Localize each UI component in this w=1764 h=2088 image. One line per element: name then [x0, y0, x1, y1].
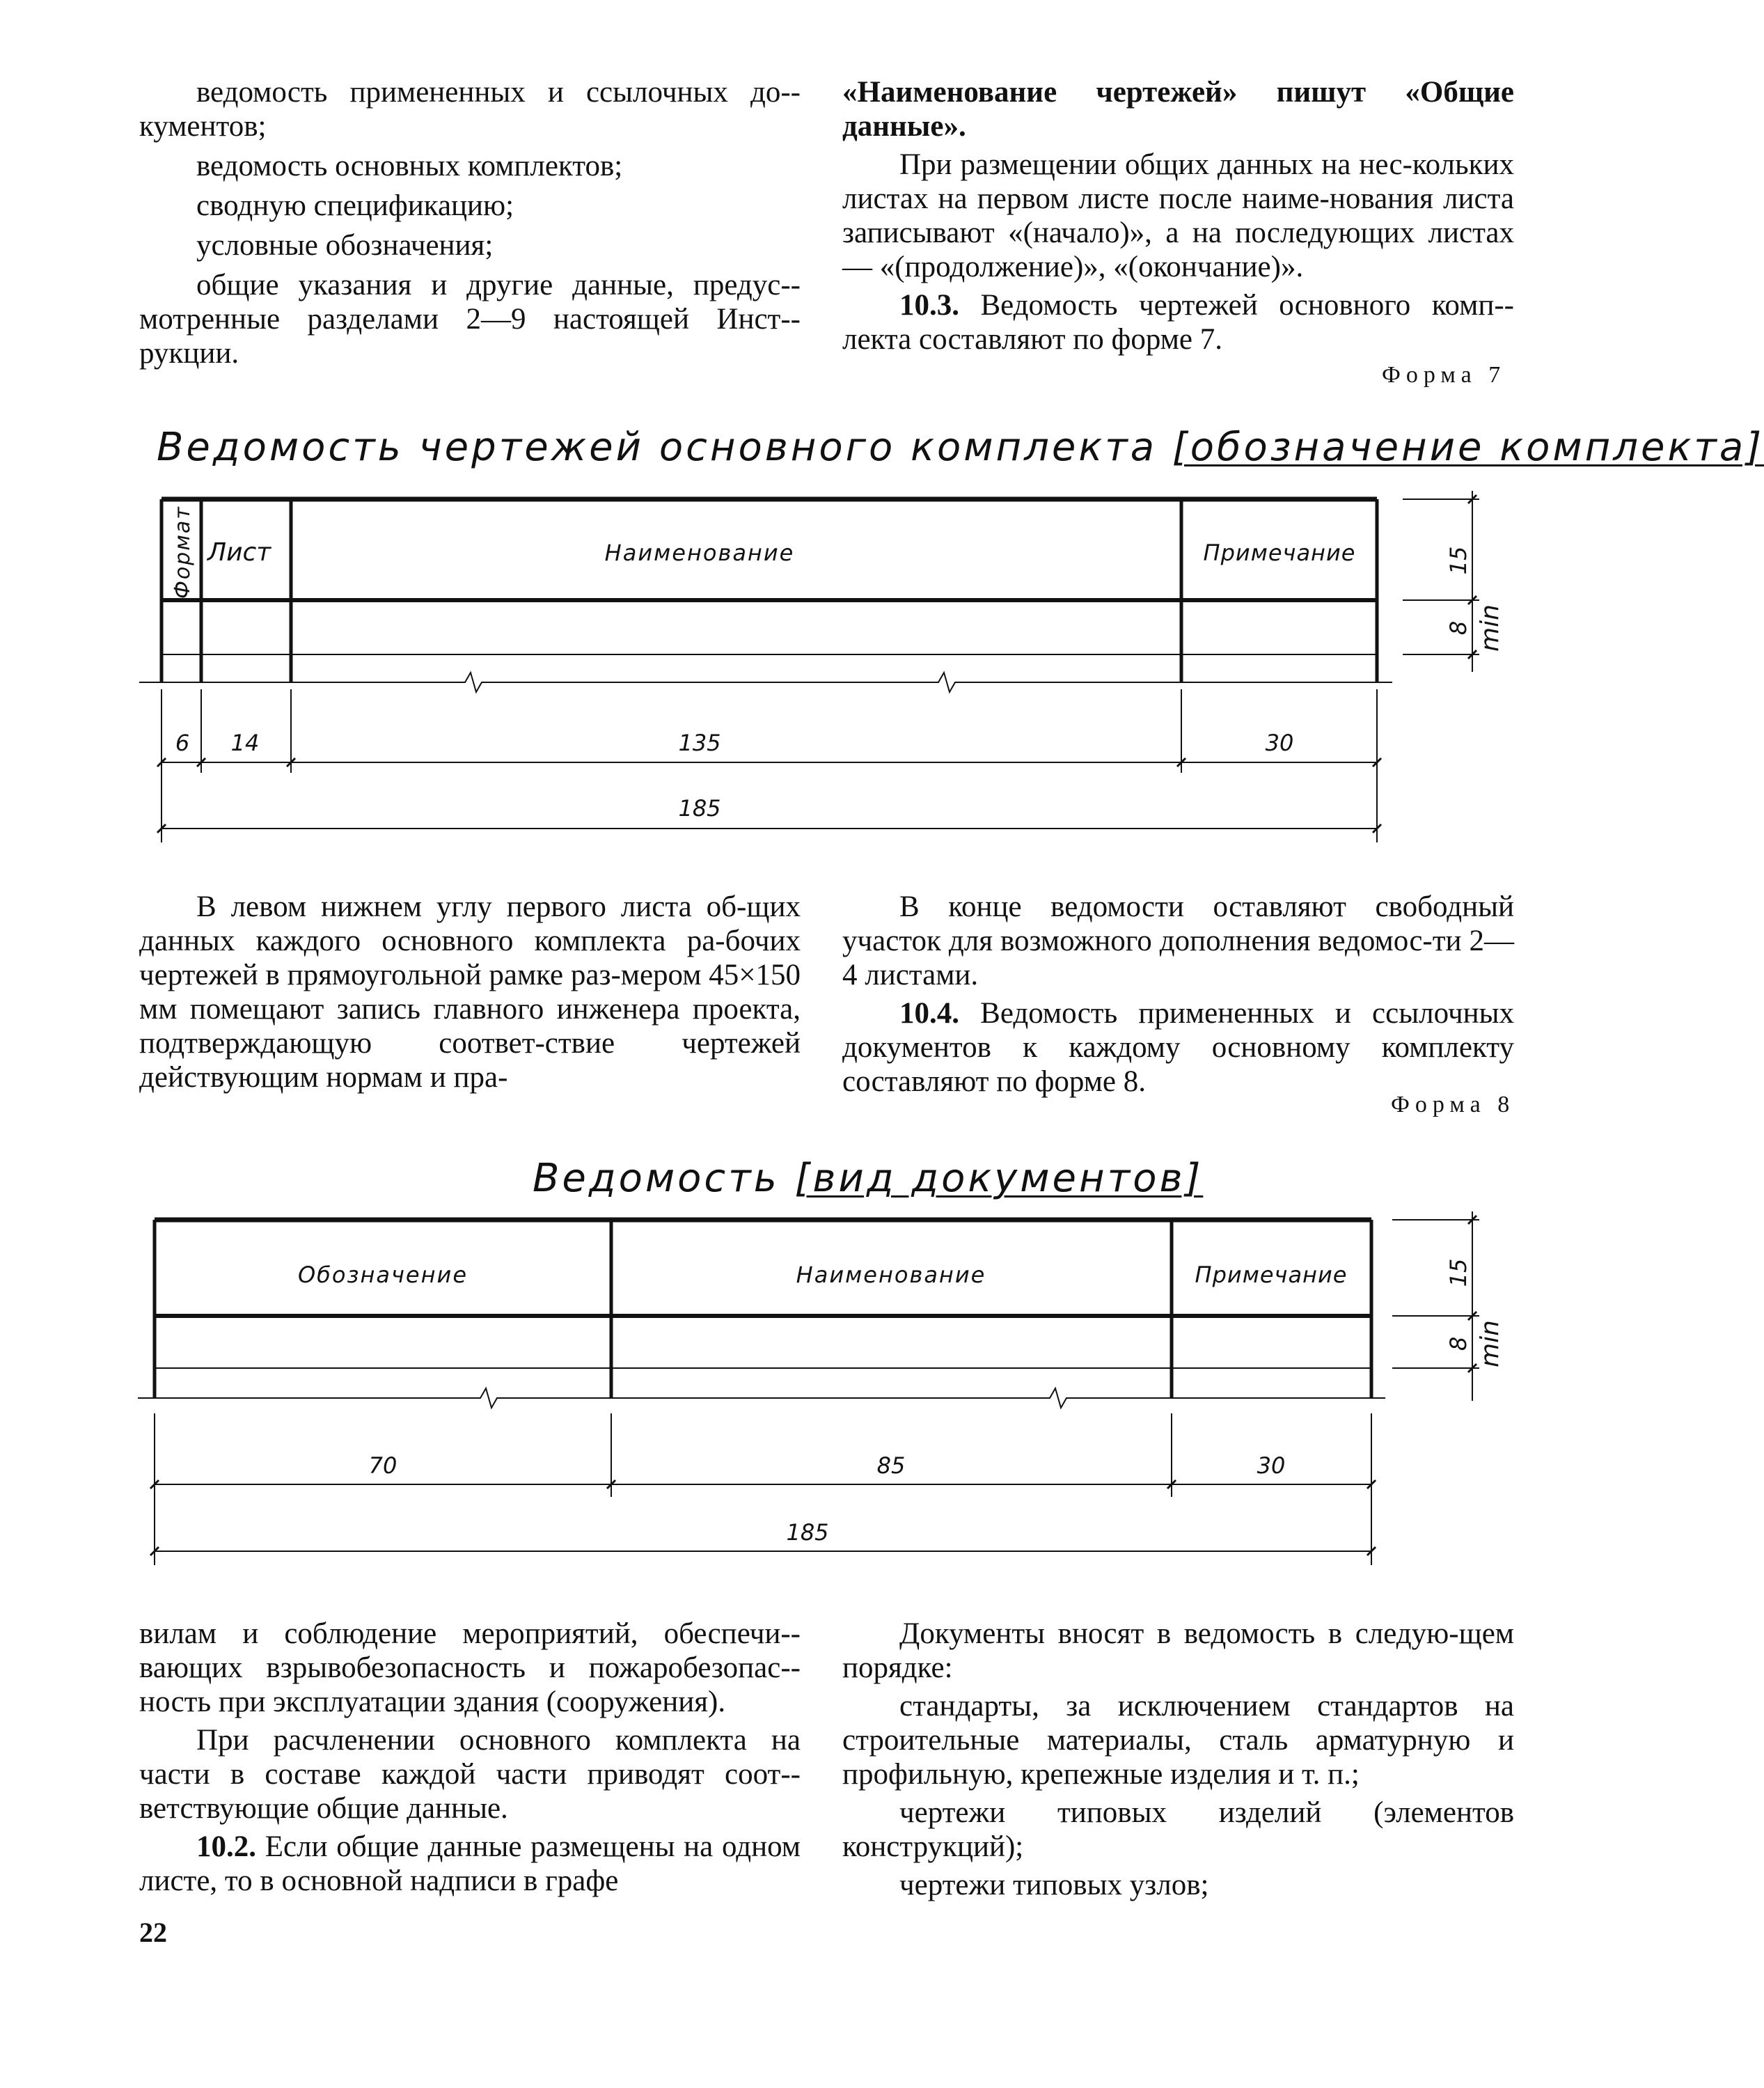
paragraph: 10.3. Ведомость чертежей основного комп-лекта составляют по форме 7.	[842, 289, 1514, 356]
dim-height-row: 8	[1445, 620, 1472, 636]
list-item: условные обозначения;	[196, 229, 494, 262]
dim-height-header: 15	[1445, 546, 1472, 575]
dim-height-row: 8	[1445, 1336, 1472, 1351]
paragraph: При размещении общих данных на нес-кольких листах на первом листе после наиме-нования листа записывают «(начало)», а на последующих листах — «(продолжение)», «(окончание)».	[842, 148, 1514, 283]
form7-title-bracket: [обозначение комплекта]	[1172, 425, 1764, 470]
bottom-left-column	[139, 1617, 801, 1902]
header-name: Наименование	[796, 1262, 986, 1288]
dim-note: 30	[1257, 1452, 1286, 1479]
dim-name: 85	[876, 1452, 906, 1479]
paragraph: 10.2. Если общие данные размещены на одном листе, то в основной надписи в графе	[139, 1830, 801, 1897]
page-number: 22	[139, 1917, 167, 1948]
header-designation: Обозначение	[297, 1262, 468, 1288]
dim-total: 185	[678, 795, 721, 822]
dim-height-header: 15	[1445, 1258, 1472, 1287]
list-item: ведомость примененных и ссылочных до-кументов;	[139, 76, 801, 143]
dim-designation: 70	[368, 1452, 397, 1479]
header-sheet: Лист	[207, 538, 271, 567]
paragraph: вилам и соблюдение мероприятий, обеспечи-вающих взрывобезопасность и пожаробезопас-ность при эксплуатации здания (сооружения).	[139, 1617, 801, 1718]
clause-number: 10.4.	[899, 997, 959, 1030]
form8-title: Ведомость [вид документов]	[533, 1156, 1204, 1201]
form8-label: Форма 8	[1391, 1092, 1515, 1117]
list-item: общие указания и другие данные, предус-мотренные разделами 2—9 настоящей Инст-рукции.	[139, 269, 801, 370]
header-note: Примечание	[1203, 540, 1356, 566]
paragraph: В левом нижнем углу первого листа об-щих данных каждого основного комплекта ра-бочих чертежей в прямоугольной рамке раз-мером 45×150 мм помещают запись главного инженера проекта, подтверждающую соответ-ствие чертежей действующим нормам и пра-	[139, 890, 801, 1094]
list-item: сводную спецификацию;	[196, 189, 514, 222]
header-name: Наименование	[604, 540, 795, 566]
paragraph: чертежи типовых узлов;	[899, 1869, 1209, 1901]
clause-number: 10.2.	[196, 1830, 256, 1863]
bottom-right-column	[842, 1617, 1514, 1906]
header-note: Примечание	[1195, 1262, 1348, 1288]
dim-total: 185	[786, 1519, 829, 1546]
paragraph: Документы вносят в ведомость в следую-щем порядке:	[842, 1617, 1514, 1684]
dim-min: min	[1476, 1320, 1504, 1367]
dim-min: min	[1476, 604, 1504, 652]
header-format: Формат	[171, 505, 195, 599]
form7-title: Ведомость чертежей основного комплекта [обозначение комплекта]	[157, 425, 1764, 470]
paragraph: При расчленении основного комплекта на части в составе каждой части приводят соот-ветствующие общие данные.	[139, 1724, 801, 1825]
dim-name: 135	[678, 730, 721, 756]
dim-format: 6	[175, 730, 190, 756]
paragraph: стандарты, за исключением стандартов на строительные материалы, сталь арматурную и профильную, крепежные изделия и т. п.;	[842, 1690, 1514, 1791]
paragraph: «Наименование чертежей» пишут «Общие данные».	[842, 76, 1514, 143]
paragraph: 10.4. Ведомость примененных и ссылочных документов к каждому основному комплекту составляют по форме 8.	[842, 997, 1514, 1098]
dim-sheet: 14	[230, 730, 260, 756]
form7-label: Форма 7	[1382, 362, 1506, 388]
paragraph: чертежи типовых изделий (элементов конструкций);	[842, 1796, 1514, 1863]
clause-number: 10.3.	[899, 289, 959, 322]
form8-title-bracket: [вид документов]	[794, 1156, 1204, 1201]
list-item: ведомость основных комплектов;	[196, 150, 623, 182]
dim-note: 30	[1265, 730, 1294, 756]
paragraph: В конце ведомости оставляют свободный участок для возможного дополнения ведомос-ти 2—4 листами.	[842, 890, 1514, 991]
